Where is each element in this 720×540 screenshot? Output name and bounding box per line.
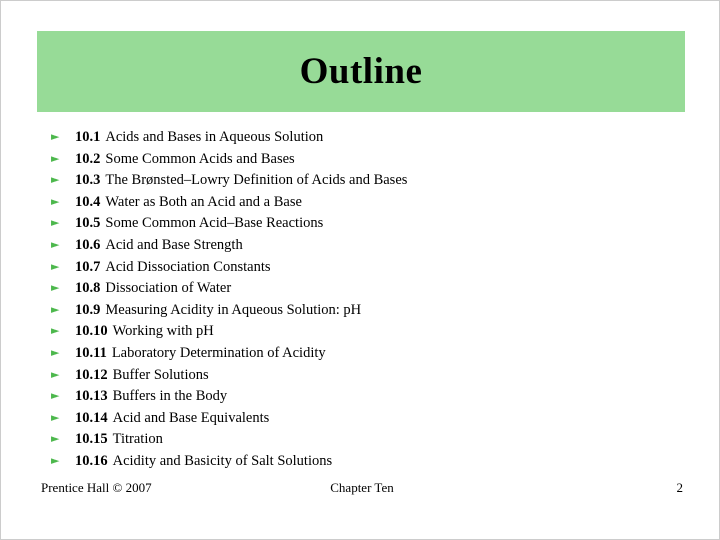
item-text: Measuring Acidity in Aqueous Solution: pH — [105, 301, 362, 318]
title-banner — [37, 31, 685, 112]
arrow-right-bullet-icon: ► — [51, 216, 60, 230]
item-text: The Brønsted–Lowry Definition of Acids and Bases — [105, 172, 408, 189]
outline-list — [51, 129, 681, 475]
item-number: 10.16 — [75, 452, 108, 469]
item-text: Buffers in the Body — [112, 388, 228, 405]
list-item — [51, 151, 681, 173]
arrow-right-bullet-icon: ► — [51, 302, 60, 316]
list-item — [51, 431, 681, 453]
list-item — [51, 280, 681, 302]
item-text: Acid and Base Equivalents — [112, 409, 270, 426]
arrow-right-bullet-icon: ► — [51, 194, 60, 208]
arrow-right-bullet-icon: ► — [51, 259, 60, 273]
item-number: 10.11 — [75, 344, 107, 361]
list-item — [51, 410, 681, 432]
arrow-right-bullet-icon: ► — [51, 367, 60, 381]
arrow-right-bullet-icon: ► — [51, 432, 60, 446]
list-item — [51, 237, 681, 259]
item-number: 10.1 — [75, 129, 101, 145]
arrow-right-bullet-icon: ► — [51, 345, 60, 359]
item-text: Buffer Solutions — [112, 366, 209, 383]
slide-footer — [41, 480, 683, 496]
item-number: 10.5 — [75, 215, 101, 232]
arrow-right-bullet-icon: ► — [51, 324, 60, 338]
list-item — [51, 215, 681, 237]
list-item — [51, 302, 681, 324]
item-text: Acid and Base Strength — [105, 236, 243, 253]
item-number: 10.8 — [75, 280, 101, 297]
item-number: 10.7 — [75, 258, 101, 275]
arrow-right-bullet-icon: ► — [51, 130, 60, 143]
item-text: Dissociation of Water — [105, 280, 232, 297]
item-text: Acid Dissociation Constants — [105, 258, 271, 275]
item-text: Some Common Acids and Bases — [105, 150, 295, 167]
item-number: 10.2 — [75, 150, 101, 167]
item-number: 10.13 — [75, 388, 108, 405]
item-text: Water as Both an Acid and a Base — [105, 193, 302, 210]
footer-chapter: Chapter Ten — [330, 480, 394, 495]
item-text: Working with pH — [112, 323, 214, 340]
page-title: Outline — [299, 51, 423, 92]
item-number: 10.6 — [75, 236, 101, 253]
list-item — [51, 172, 681, 194]
item-number: 10.15 — [75, 431, 108, 448]
list-item — [51, 345, 681, 367]
slide — [1, 1, 719, 539]
arrow-right-bullet-icon: ► — [51, 281, 60, 295]
list-item — [51, 259, 681, 281]
list-item — [51, 367, 681, 389]
item-number: 10.12 — [75, 366, 108, 383]
arrow-right-bullet-icon: ► — [51, 389, 60, 403]
item-text: Some Common Acid–Base Reactions — [105, 215, 324, 232]
item-text: Acidity and Basicity of Salt Solutions — [112, 452, 333, 469]
item-text: Acids and Bases in Aqueous Solution — [105, 129, 324, 145]
item-number: 10.4 — [75, 193, 101, 210]
footer-page-number: 2 — [676, 480, 683, 495]
list-item — [51, 453, 681, 475]
list-item — [51, 129, 681, 151]
item-text: Titration — [112, 431, 163, 448]
arrow-right-bullet-icon: ► — [51, 453, 60, 467]
arrow-right-bullet-icon: ► — [51, 410, 60, 424]
list-item — [51, 194, 681, 216]
item-number: 10.10 — [75, 323, 108, 340]
list-item — [51, 388, 681, 410]
arrow-right-bullet-icon: ► — [51, 151, 60, 165]
footer-publisher: Prentice Hall © 2007 — [41, 480, 152, 495]
item-number: 10.14 — [75, 409, 108, 426]
item-number: 10.9 — [75, 301, 101, 318]
arrow-right-bullet-icon: ► — [51, 237, 60, 251]
item-text: Laboratory Determination of Acidity — [111, 344, 326, 361]
list-item — [51, 323, 681, 345]
arrow-right-bullet-icon: ► — [51, 173, 60, 187]
item-number: 10.3 — [75, 172, 101, 189]
